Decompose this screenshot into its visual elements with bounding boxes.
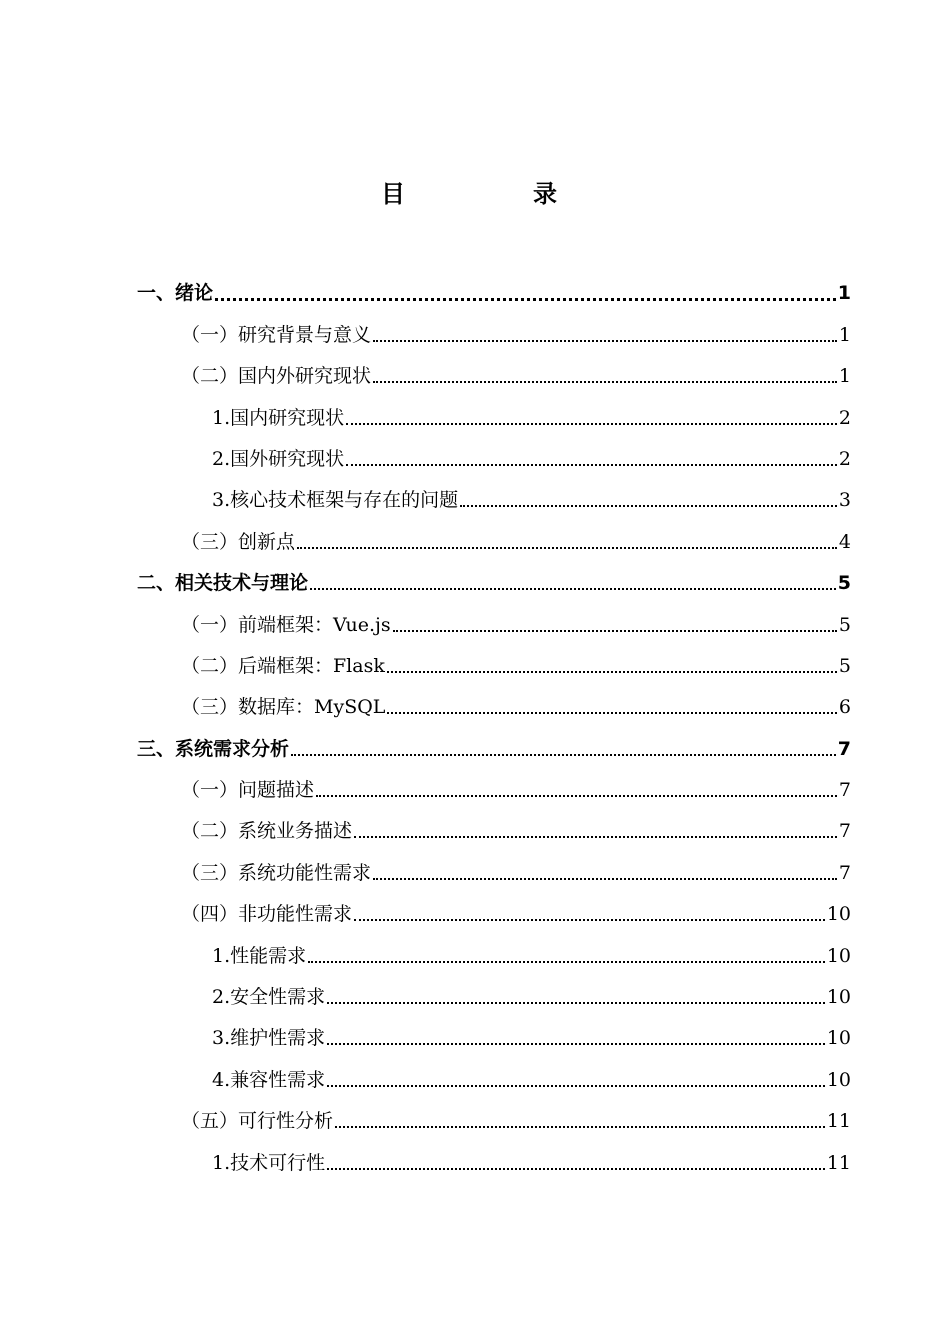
dot-leader [460, 505, 837, 507]
toc-entry[interactable] [137, 394, 851, 435]
toc-page-number: 10 [826, 1068, 851, 1091]
toc-entry[interactable] [137, 891, 851, 932]
toc-entry-title: （二）后端框架：Flask [181, 654, 385, 677]
dot-leader [354, 836, 837, 838]
toc-entry[interactable] [137, 270, 851, 311]
toc-page-number: 1 [838, 365, 851, 388]
dot-leader [327, 1168, 825, 1170]
toc-page-number: 10 [826, 944, 851, 967]
toc-page-number: 11 [826, 1151, 851, 1174]
toc-entry-title: 1.技术可行性 [212, 1151, 326, 1174]
toc-entry[interactable] [137, 1098, 851, 1139]
toc-entry[interactable] [137, 436, 851, 477]
dot-leader [327, 1002, 825, 1004]
toc-page-number: 5 [837, 572, 851, 595]
dot-leader [327, 1085, 825, 1087]
page-title: 目 录 [381, 180, 609, 208]
toc-entry-title: 1.性能需求 [212, 944, 307, 967]
dot-leader [316, 795, 837, 797]
toc-page-number: 7 [838, 861, 851, 884]
toc-entry-title: 2.安全性需求 [212, 986, 326, 1009]
toc-entry-title: （四）非功能性需求 [181, 903, 353, 926]
toc-page-number: 5 [838, 654, 851, 677]
toc-entry[interactable] [137, 518, 851, 559]
toc-entry-title: 4.兼容性需求 [212, 1068, 326, 1091]
dot-leader [387, 712, 837, 714]
toc-entry[interactable] [137, 767, 851, 808]
toc-page-number: 4 [838, 530, 851, 553]
toc-page-number: 2 [838, 406, 851, 429]
toc-entry[interactable] [137, 1015, 851, 1056]
toc-entry-title: 二、相关技术与理论 [137, 572, 309, 595]
toc-entry[interactable] [137, 684, 851, 725]
toc-entry[interactable] [137, 932, 851, 973]
toc-entry-title: 一、绪论 [137, 282, 214, 305]
toc-entry[interactable] [137, 974, 851, 1015]
toc-entry[interactable] [137, 477, 851, 518]
dot-leader [387, 671, 837, 673]
toc-page-number: 5 [838, 613, 851, 636]
toc-entry-title: （二）国内外研究现状 [181, 365, 372, 388]
dot-leader [373, 381, 837, 383]
dot-leader [393, 630, 837, 632]
toc-entry-title: 2.国外研究现状 [212, 447, 345, 470]
toc-page-number: 2 [838, 447, 851, 470]
toc-page-number: 10 [826, 986, 851, 1009]
dot-leader [215, 298, 836, 301]
toc-entry[interactable] [137, 725, 851, 766]
toc-page-number: 7 [838, 820, 851, 843]
toc-entry-title: 1.国内研究现状 [212, 406, 345, 429]
toc-entry[interactable] [137, 1139, 851, 1180]
dot-leader [373, 340, 837, 342]
dot-leader [327, 1043, 825, 1045]
toc-entry-title: 3.核心技术框架与存在的问题 [212, 489, 459, 512]
dot-leader [291, 754, 836, 756]
toc-page-number: 6 [838, 696, 851, 719]
dot-leader [354, 919, 825, 921]
toc-page-number: 7 [838, 779, 851, 802]
dot-leader [346, 464, 837, 466]
toc-entry[interactable] [137, 311, 851, 352]
toc-entry[interactable] [137, 601, 851, 642]
dot-leader [310, 588, 836, 590]
toc-entry-title: 三、系统需求分析 [137, 737, 290, 760]
toc-entry-title: （五）可行性分析 [181, 1110, 334, 1133]
toc-entry-title: （一）问题描述 [181, 779, 315, 802]
toc-page-number: 1 [838, 323, 851, 346]
dot-leader [373, 878, 837, 880]
toc-entry-title: 3.维护性需求 [212, 1027, 326, 1050]
toc-entry-title: （三）数据库：MySQL [181, 696, 386, 719]
toc-entry[interactable] [137, 643, 851, 684]
toc-entry[interactable] [137, 808, 851, 849]
toc-entry[interactable] [137, 849, 851, 890]
toc-page-number: 3 [838, 489, 851, 512]
dot-leader [335, 1126, 825, 1128]
toc-entry-title: （三）创新点 [181, 530, 296, 553]
toc-page-number: 10 [826, 903, 851, 926]
table-of-contents [137, 270, 851, 1181]
toc-page-number: 10 [826, 1027, 851, 1050]
dot-leader [297, 547, 837, 549]
toc-page-number: 7 [837, 737, 851, 760]
toc-entry[interactable] [137, 353, 851, 394]
toc-entry-title: （一）研究背景与意义 [181, 323, 372, 346]
dot-leader [346, 423, 837, 425]
dot-leader [308, 961, 825, 963]
toc-page-number: 11 [826, 1110, 851, 1133]
toc-entry-title: （二）系统业务描述 [181, 820, 353, 843]
toc-entry-title: （一）前端框架：Vue.js [181, 613, 391, 636]
toc-entry[interactable] [137, 560, 851, 601]
toc-entry[interactable] [137, 1056, 851, 1097]
toc-page-number: 1 [837, 282, 851, 305]
toc-entry-title: （三）系统功能性需求 [181, 861, 372, 884]
